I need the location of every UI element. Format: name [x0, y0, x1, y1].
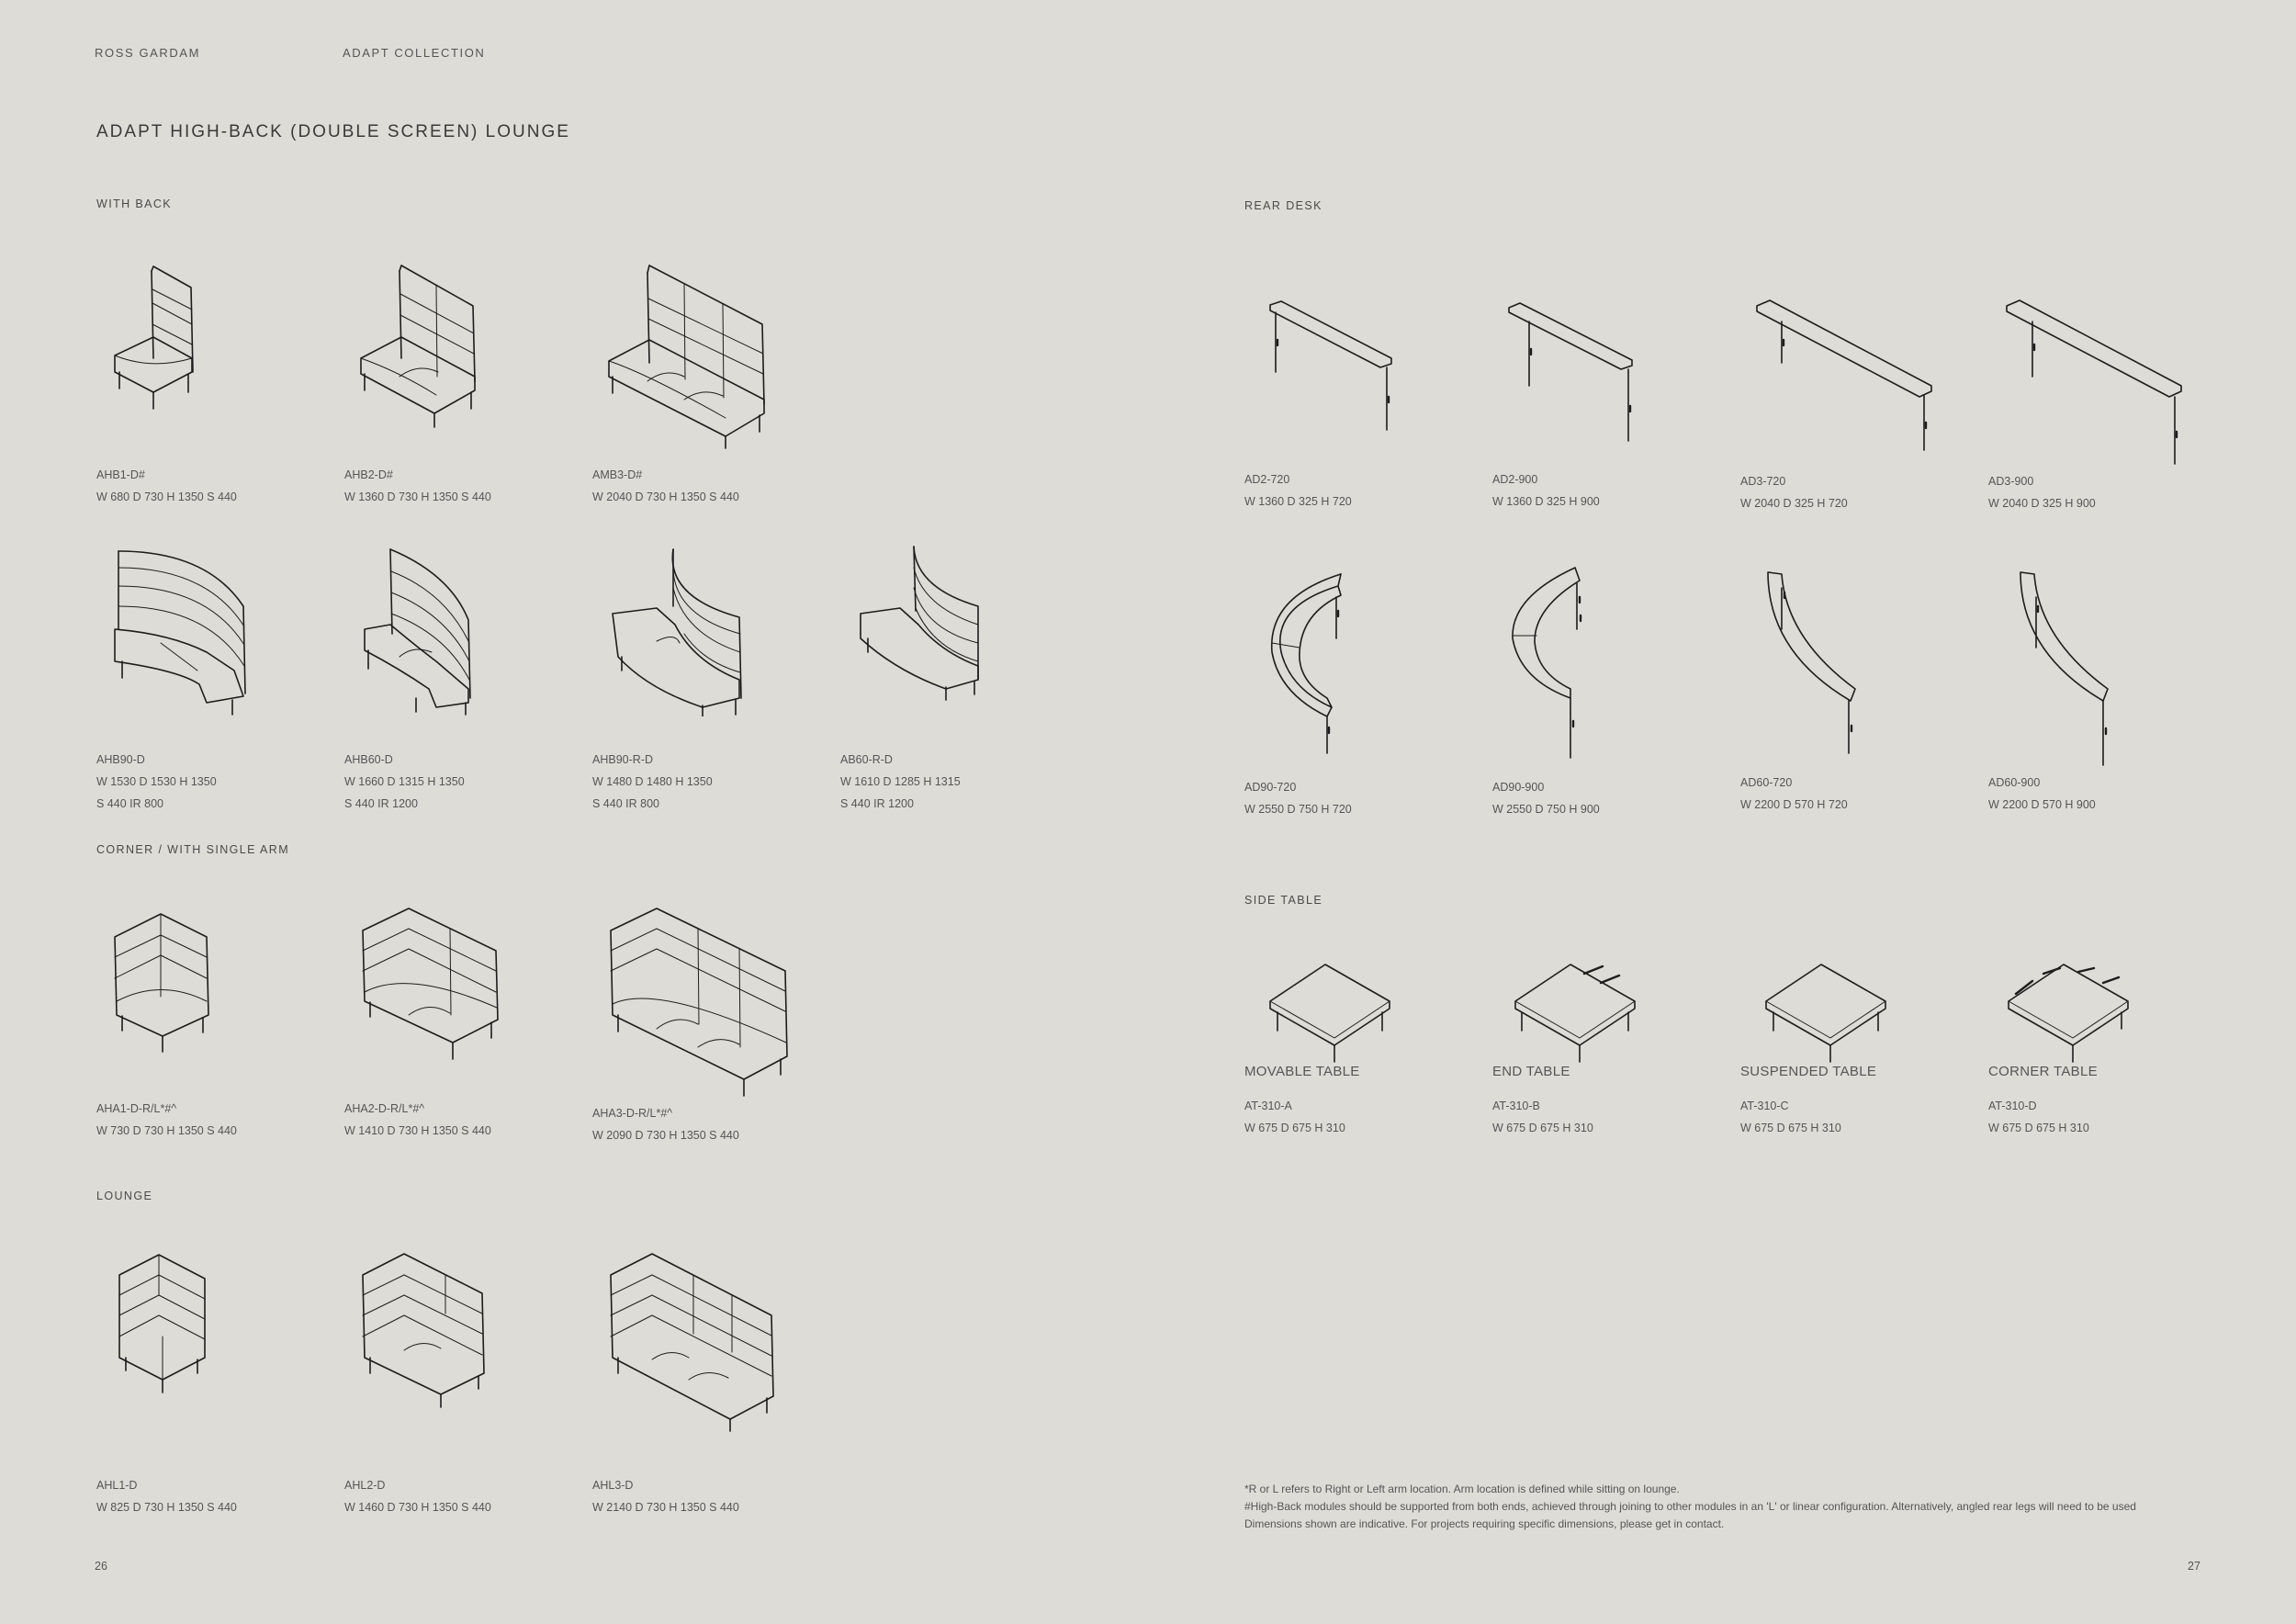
product-ad60-900	[1988, 565, 2218, 811]
product-code: AB60-R-D	[840, 753, 893, 766]
product-code: AD3-900	[1988, 475, 2034, 488]
section-rear-desk: REAR DESK	[1244, 199, 1322, 212]
product-dims: W 680 D 730 H 1350 S 440	[96, 491, 237, 503]
product-aha2	[344, 905, 574, 1137]
lounge-sofa-illustration	[96, 1249, 216, 1396]
product-code: AHL2-D	[344, 1479, 386, 1492]
product-at-310-a	[1244, 946, 1474, 1134]
table-illustration	[1492, 946, 1639, 1066]
product-dims: W 1360 D 325 H 900	[1492, 495, 1600, 508]
product-aha1	[96, 909, 326, 1137]
product-code: AHB1-D#	[96, 468, 145, 481]
sofa-3-seat-illustration	[592, 262, 776, 450]
product-code: AHA1-D-R/L*#^	[96, 1102, 177, 1115]
product-ad2-720	[1244, 294, 1474, 508]
product-dims: W 2200 D 570 H 720	[1740, 798, 1848, 811]
page-number-left: 26	[95, 1560, 107, 1573]
product-dims: W 675 D 675 H 310	[1492, 1122, 1593, 1134]
footnote-arm: *R or L refers to Right or Left arm location. Arm location is defined while sitting on lounge.	[1244, 1483, 1680, 1495]
product-dims: W 2090 D 730 H 1350 S 440	[592, 1129, 739, 1142]
section-corner: CORNER / WITH SINGLE ARM	[96, 843, 290, 856]
lounge-sofa-illustration	[592, 1249, 785, 1433]
product-amb3	[592, 262, 822, 503]
table-name: SUSPENDED TABLE	[1740, 1064, 1877, 1079]
product-code: AHB2-D#	[344, 468, 393, 481]
page-number-right: 27	[2188, 1560, 2200, 1573]
section-with-back: WITH BACK	[96, 197, 173, 210]
page-title: ADAPT HIGH-BACK (DOUBLE SCREEN) LOUNGE	[96, 122, 570, 141]
product-code: AD60-720	[1740, 776, 1793, 789]
product-dims-1: W 1660 D 1315 H 1350	[344, 775, 465, 788]
product-ahb60	[344, 542, 574, 810]
product-ahb90-r	[592, 542, 822, 810]
product-dims: W 675 D 675 H 310	[1988, 1122, 2089, 1134]
sofa-1-seat-illustration	[96, 262, 216, 413]
product-ad3-720	[1740, 289, 1970, 510]
product-dims: W 2550 D 750 H 900	[1492, 803, 1600, 816]
product-ab60-r	[840, 542, 1070, 810]
product-code: AMB3-D#	[592, 468, 643, 481]
product-code: AHA3-D-R/L*#^	[592, 1107, 673, 1120]
table-illustration	[1244, 946, 1391, 1066]
product-at-310-d	[1988, 946, 2218, 1134]
product-dims-1: W 1530 D 1530 H 1350	[96, 775, 217, 788]
section-lounge: LOUNGE	[96, 1190, 153, 1202]
desk-illustration	[1492, 294, 1658, 445]
table-name: END TABLE	[1492, 1064, 1570, 1079]
section-side-table: SIDE TABLE	[1244, 894, 1323, 907]
collection-name: ADAPT COLLECTION	[343, 46, 486, 60]
product-dims: W 1410 D 730 H 1350 S 440	[344, 1124, 491, 1137]
product-ahb2	[344, 262, 574, 503]
product-code: AHB90-R-D	[592, 753, 653, 766]
table-name: CORNER TABLE	[1988, 1064, 2098, 1079]
product-dims-1: W 1480 D 1480 H 1350	[592, 775, 713, 788]
product-ad3-900	[1988, 289, 2218, 510]
desk-illustration	[1244, 294, 1410, 441]
product-dims: W 1460 D 730 H 1350 S 440	[344, 1501, 491, 1514]
curved-desk-illustration	[1492, 560, 1621, 767]
product-ahb1	[96, 262, 326, 503]
product-ahl2	[344, 1249, 574, 1514]
sofa-2-seat-illustration	[344, 262, 482, 432]
product-dims-2: S 440 IR 800	[96, 797, 163, 810]
product-ad2-900	[1492, 294, 1722, 508]
product-ahl1	[96, 1249, 326, 1514]
table-name: MOVABLE TABLE	[1244, 1064, 1360, 1079]
product-code: AT-310-D	[1988, 1100, 2037, 1112]
product-ahl3	[592, 1249, 822, 1514]
product-dims: W 1360 D 325 H 720	[1244, 495, 1352, 508]
curved-sofa-illustration	[96, 542, 253, 716]
product-code: AHB90-D	[96, 753, 145, 766]
product-code: AT-310-B	[1492, 1100, 1540, 1112]
product-dims-2: S 440 IR 1200	[344, 797, 418, 810]
brand-name: ROSS GARDAM	[95, 46, 201, 60]
product-dims: W 730 D 730 H 1350 S 440	[96, 1124, 237, 1137]
product-dims-2: S 440 IR 1200	[840, 797, 914, 810]
product-aha3	[592, 905, 822, 1142]
product-code: AHL3-D	[592, 1479, 634, 1492]
curved-sofa-illustration	[344, 542, 482, 716]
lounge-sofa-illustration	[344, 1249, 491, 1410]
product-ad90-720	[1244, 560, 1474, 816]
product-dims: W 825 D 730 H 1350 S 440	[96, 1501, 237, 1514]
product-dims: W 2040 D 325 H 900	[1988, 497, 2096, 510]
product-code: AD2-720	[1244, 473, 1290, 486]
product-ad90-900	[1492, 560, 1722, 816]
product-code: AHB60-D	[344, 753, 393, 766]
product-code: AT-310-A	[1244, 1100, 1292, 1112]
product-code: AD90-900	[1492, 781, 1545, 794]
corner-sofa-illustration	[96, 909, 216, 1061]
table-illustration	[1740, 946, 1887, 1066]
product-code: AD3-720	[1740, 475, 1786, 488]
product-dims: W 2550 D 750 H 720	[1244, 803, 1352, 816]
product-ahb90	[96, 542, 326, 810]
corner-sofa-illustration	[592, 905, 794, 1107]
product-code: AHA2-D-R/L*#^	[344, 1102, 425, 1115]
product-dims: W 2140 D 730 H 1350 S 440	[592, 1501, 739, 1514]
curved-desk-illustration	[1740, 565, 1869, 758]
table-illustration	[1988, 946, 2135, 1066]
product-dims-2: S 440 IR 800	[592, 797, 659, 810]
product-code: AHL1-D	[96, 1479, 138, 1492]
curved-desk-illustration	[1988, 565, 2117, 772]
curved-desk-illustration	[1244, 560, 1373, 758]
product-code: AD90-720	[1244, 781, 1297, 794]
product-at-310-b	[1492, 946, 1722, 1134]
product-dims: W 675 D 675 H 310	[1244, 1122, 1345, 1134]
footnote-support: #High-Back modules should be supported from both ends, achieved through joining to other modules in an 'L' or linear configuration. Alternatively, angled rear legs will need to be used	[1244, 1500, 2136, 1513]
product-dims: W 2200 D 570 H 900	[1988, 798, 2096, 811]
product-dims-1: W 1610 D 1285 H 1315	[840, 775, 961, 788]
product-code: AT-310-C	[1740, 1100, 1789, 1112]
product-dims: W 2040 D 325 H 720	[1740, 497, 1848, 510]
desk-illustration	[1740, 289, 1942, 455]
curved-sofa-illustration	[592, 542, 758, 716]
product-ad60-720	[1740, 565, 1970, 811]
product-dims: W 2040 D 730 H 1350 S 440	[592, 491, 739, 503]
product-dims: W 1360 D 730 H 1350 S 440	[344, 491, 491, 503]
product-code: AD60-900	[1988, 776, 2041, 789]
footnote-dimensions: Dimensions shown are indicative. For projects requiring specific dimensions, please get in contact.	[1244, 1517, 1725, 1530]
product-at-310-c	[1740, 946, 1970, 1134]
product-dims: W 675 D 675 H 310	[1740, 1122, 1841, 1134]
corner-sofa-illustration	[344, 905, 510, 1066]
footnotes	[1244, 1481, 2264, 1533]
product-code: AD2-900	[1492, 473, 1538, 486]
curved-sofa-illustration	[840, 542, 1006, 716]
desk-illustration	[1988, 289, 2190, 468]
